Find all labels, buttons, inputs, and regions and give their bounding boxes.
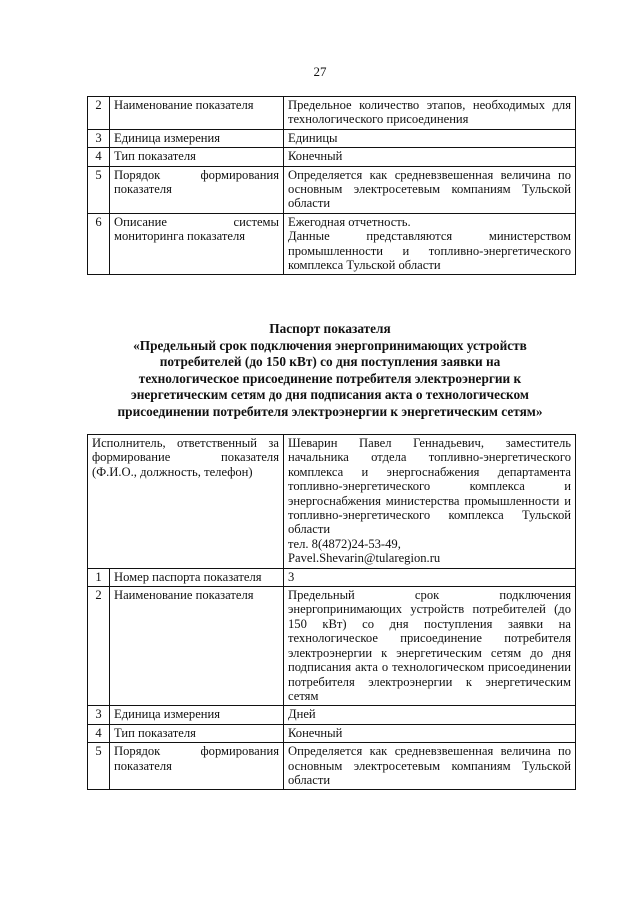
row-number: 4 <box>88 148 110 166</box>
passport-heading <box>80 321 580 421</box>
passport-subtitle-line: технологическое присоединение потребителя электроэнергии к <box>138 370 522 386</box>
table-row-executor <box>88 435 576 569</box>
passport-subtitle-line: «Предельный срок подключения энергопринимающих устройств <box>133 337 527 353</box>
table-row <box>88 743 576 790</box>
row-value-line: Данные представляются министерством промышленности и топливно-энергетического комплекса Тульской области <box>288 229 571 273</box>
indicator-table-continued <box>87 96 576 275</box>
row-number: 2 <box>88 587 110 706</box>
table-row <box>88 148 576 166</box>
row-value: Предельное количество этапов, необходимых для технологического присоединения <box>284 97 576 130</box>
table-row <box>88 166 576 213</box>
row-number: 3 <box>88 706 110 724</box>
executor-label: Исполнитель, ответственный за формирование показателя (Ф.И.О., должность, телефон) <box>88 435 284 569</box>
row-label: Единица измерения <box>110 706 284 724</box>
row-number: 3 <box>88 129 110 147</box>
row-label: Описание системы мониторинга показателя <box>110 213 284 275</box>
passport-subtitle-line: энергетическим сетям до дня подписания акта о технологическом <box>131 387 529 403</box>
row-label: Номер паспорта показателя <box>110 568 284 586</box>
row-value: Определяется как средневзвешенная величина по основным электросетевым компаниям Тульской области <box>284 743 576 790</box>
row-value: Единицы <box>284 129 576 147</box>
row-number: 5 <box>88 166 110 213</box>
table-row <box>88 706 576 724</box>
row-label: Единица измерения <box>110 129 284 147</box>
table-row <box>88 129 576 147</box>
executor-phone: тел. 8(4872)24-53-49, <box>288 536 401 551</box>
row-label: Тип показателя <box>110 724 284 742</box>
row-value: Определяется как средневзвешенная величина по основным электросетевым компаниям Тульской области <box>284 166 576 213</box>
row-label: Порядок формирования показателя <box>110 166 284 213</box>
table-row <box>88 213 576 275</box>
passport-subtitle-line: присоединении потребителя электроэнергии к энергетическим сетям» <box>117 403 543 419</box>
row-number: 2 <box>88 97 110 130</box>
executor-email: Pavel.Shevarin@tularegion.ru <box>288 551 441 566</box>
table-row <box>88 587 576 706</box>
executor-value <box>284 435 576 569</box>
table-row <box>88 97 576 130</box>
row-value: Предельный срок подключения энергопринимающих устройств потребителей (до 150 кВт) со дня поступления заявки на технологическое присоединение потребителя электроэнергии к энергетическим сетям до дня подписания акта о технологическом присоединении потребителя электроэнергии к энергетическим сетям <box>284 587 576 706</box>
row-label: Наименование показателя <box>110 587 284 706</box>
passport-subtitle-line: потребителей (до 150 кВт) со дня поступления заявки на <box>159 354 501 370</box>
table-row <box>88 724 576 742</box>
row-number: 4 <box>88 724 110 742</box>
page-number: 27 <box>313 64 327 79</box>
row-value <box>284 213 576 275</box>
row-value-line: Ежегодная отчетность. <box>288 214 411 229</box>
row-number: 1 <box>88 568 110 586</box>
row-value: 3 <box>284 568 576 586</box>
row-value: Конечный <box>284 148 576 166</box>
row-label: Наименование показателя <box>110 97 284 130</box>
row-label: Порядок формирования показателя <box>110 743 284 790</box>
executor-info: Шеварин Павел Геннадьевич, заместитель начальника отдела топливно-энергетического комплекса и энергоснабжения департамента топливно-энергетического комплекса и энергоснабжения министерства промышленности и топливно-энергетического комплекса Тульской области <box>288 436 571 537</box>
row-value: Дней <box>284 706 576 724</box>
passport-title: Паспорт показателя <box>269 321 391 336</box>
passport-table <box>87 434 576 790</box>
row-number: 6 <box>88 213 110 275</box>
row-number: 5 <box>88 743 110 790</box>
row-label: Тип показателя <box>110 148 284 166</box>
row-value: Конечный <box>284 724 576 742</box>
table-row <box>88 568 576 586</box>
